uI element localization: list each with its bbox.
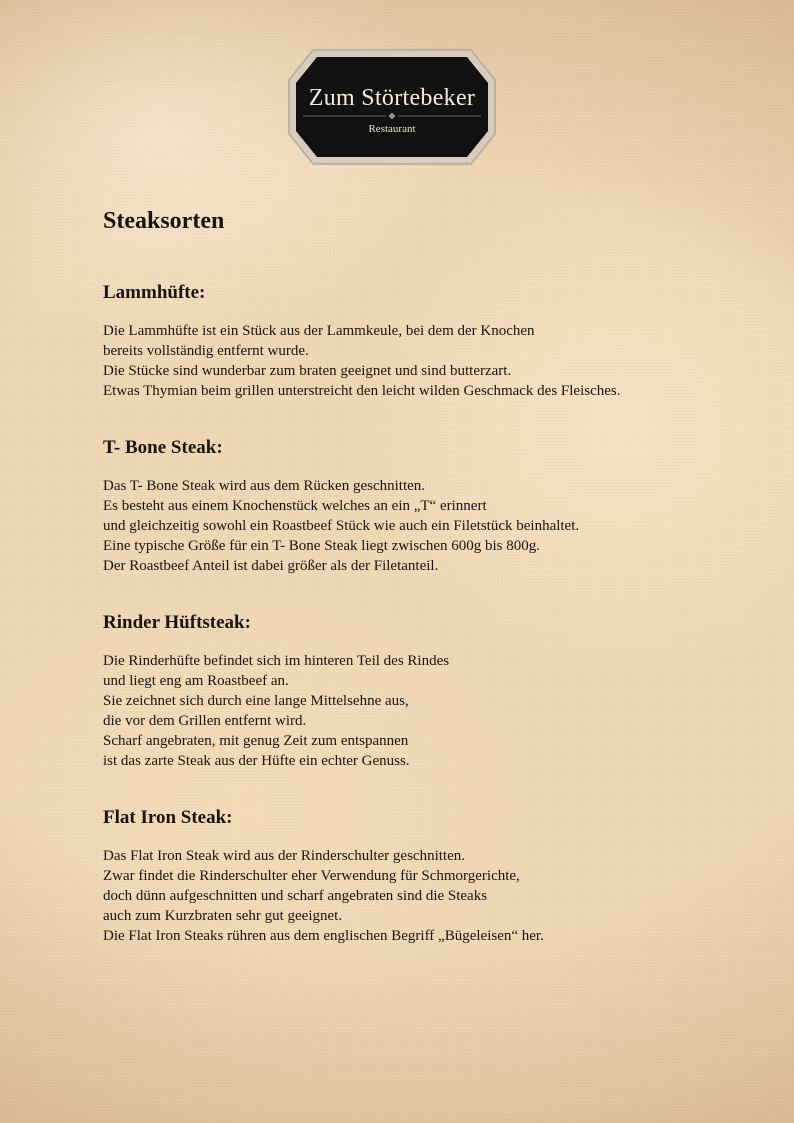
description-line: ist das zarte Steak aus der Hüfte ein echter Genuss.: [103, 753, 410, 769]
description-line: Eine typische Größe für ein T- Bone Steak liegt zwischen 600g bis 800g.: [103, 538, 540, 554]
description-line: Die Lammhüfte ist ein Stück aus der Lammkeule, bei dem der Knochen: [103, 323, 535, 339]
section-description: [103, 846, 743, 946]
description-line: Zwar findet die Rinderschulter eher Verwendung für Schmorgerichte,: [103, 868, 520, 884]
description-line: auch zum Kurzbraten sehr gut geeignet.: [103, 908, 343, 924]
section-description: [103, 476, 743, 576]
description-line: Der Roastbeef Anteil ist dabei größer als der Filetanteil.: [103, 558, 439, 574]
description-line: Das Flat Iron Steak wird aus der Rinderschulter geschnitten.: [103, 848, 465, 864]
description-line: und gleichzeitig sowohl ein Roastbeef Stück wie auch ein Filetstück beinhaltet.: [103, 518, 580, 534]
description-line: doch dünn aufgeschnitten und scharf angebraten sind die Steaks: [103, 888, 488, 904]
steak-section: [103, 281, 743, 401]
restaurant-logo: [285, 44, 499, 170]
section-heading: Flat Iron Steak:: [103, 807, 233, 828]
description-line: Etwas Thymian beim grillen unterstreicht den leicht wilden Geschmack des Fleisches.: [103, 383, 621, 399]
description-line: Die Rinderhüfte befindet sich im hinteren Teil des Rindes: [103, 653, 450, 669]
page-title: Steaksorten: [103, 208, 225, 234]
description-line: Das T- Bone Steak wird aus dem Rücken geschnitten.: [103, 478, 426, 494]
description-line: Sie zeichnet sich durch eine lange Mittelsehne aus,: [103, 693, 409, 709]
description-line: Es besteht aus einem Knochenstück welches an ein „T“ erinnert: [103, 498, 487, 514]
steak-section: [103, 611, 743, 771]
description-line: Scharf angebraten, mit genug Zeit zum entspannen: [103, 733, 409, 749]
menu-content: [103, 206, 743, 981]
section-description: [103, 321, 743, 401]
description-line: Die Stücke sind wunderbar zum braten geeignet und sind butterzart.: [103, 363, 512, 379]
description-line: Die Flat Iron Steaks rühren aus dem englischen Begriff „Bügeleisen“ her.: [103, 928, 544, 944]
steak-section: [103, 806, 743, 946]
section-description: [103, 651, 743, 771]
description-line: bereits vollständig entfernt wurde.: [103, 343, 309, 359]
description-line: und liegt eng am Roastbeef an.: [103, 673, 289, 689]
section-heading: Rinder Hüftsteak:: [103, 612, 251, 633]
logo-name: Zum Störtebeker: [308, 85, 476, 111]
section-heading: Lammhüfte:: [103, 282, 206, 303]
description-line: die vor dem Grillen entfernt wird.: [103, 713, 307, 729]
steak-sections: [103, 281, 743, 946]
section-heading: T- Bone Steak:: [103, 437, 223, 458]
steak-section: [103, 436, 743, 576]
logo-subtitle: Restaurant: [368, 123, 416, 135]
